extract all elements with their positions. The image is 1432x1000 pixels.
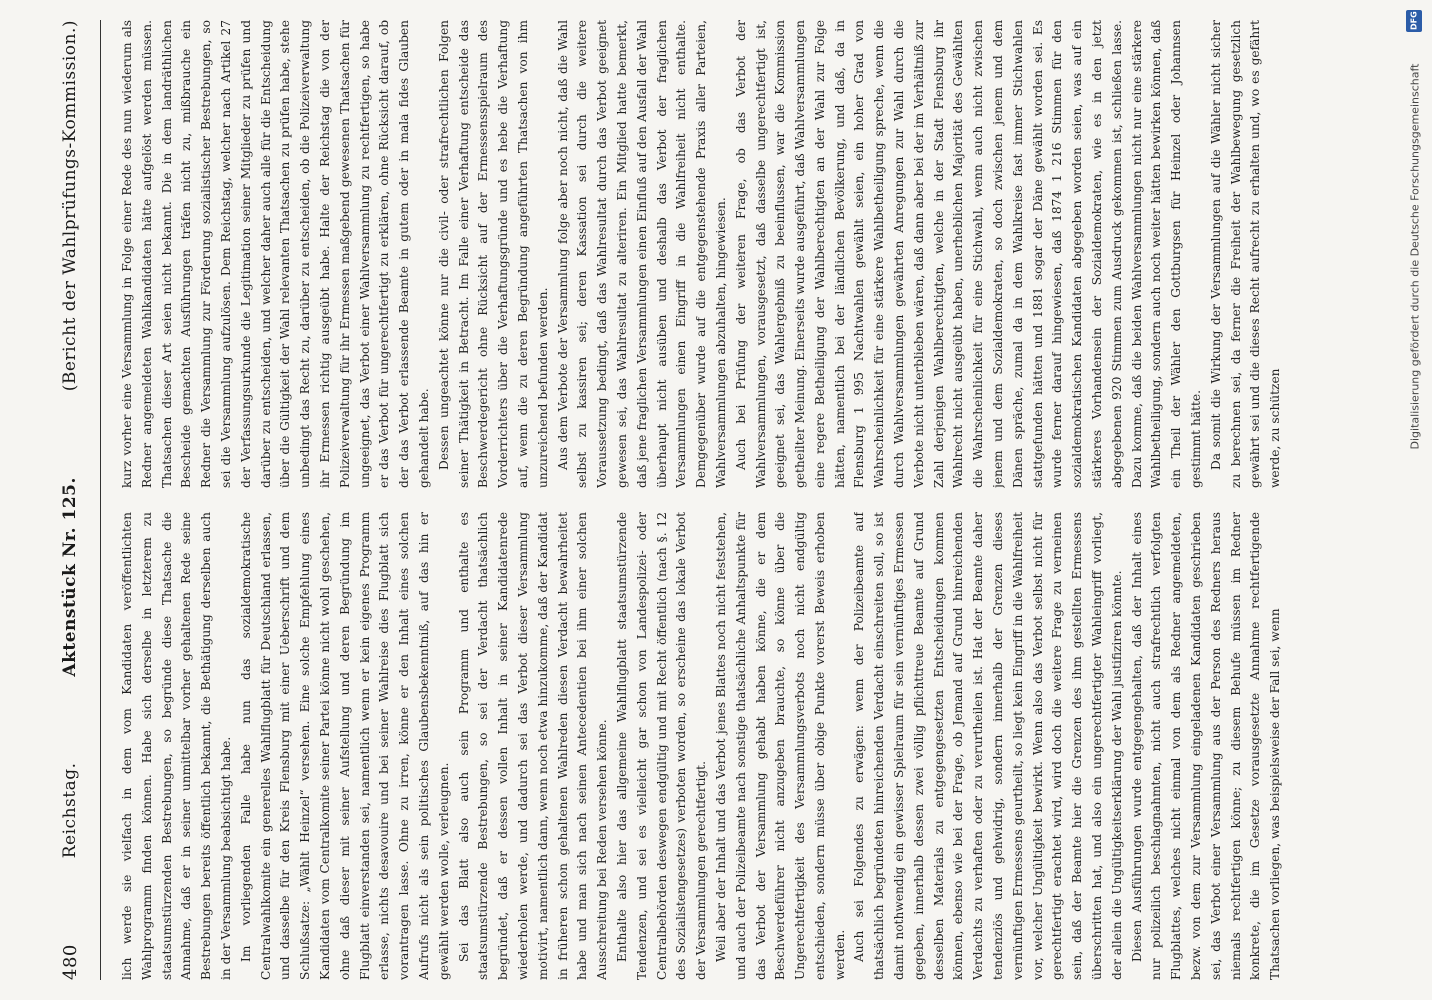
paragraph: kurz vorher eine Versammlung in Folge einer Rede des nun wiederum als Redner angemeldeten Wahlkandidaten hätte aufgelöst werden müssen. Thatsachen dieser Art seien nicht bekannt. Die in dem landräthlichen Bescheide gemachten Ausführungen träfen nicht zu, mißbrauche ein Redner die Versammlung zur Förderung sozialistischer Bestrebungen, so sei die Versammlung aufzulösen. Dem Reichstag, welcher nach Artikel 27 der Verfassungsurkunde die Legitimation seiner Mitglieder zu prüfen und darüber zu entscheiden, und welcher daher auch alle für die Entscheidung über die Gültigkeit der Wahl relevanten Thatsachen zu prüfen habe, stehe unbedingt das Recht zu, darüber zu entscheiden, ob die Polizeiverwaltung ihr Ermessen richtig ausgeübt habe. Halte der Reichstag die von der Polizeiverwaltung für ihr Ermessen maßgebend gewesenen Thatsachen für ungeeignet, das Verbot einer Wahlversammlung zu rechtfertigen, so habe er das Verbot für ungerechtfertigt zu erklären, ohne Rücksicht darauf, ob der das Verbot erlassende Beamte in gutem oder in mala fides Glauben gehandelt habe. — [120, 20, 431, 488]
dfg-logo: DFG — [1406, 10, 1422, 32]
paragraph: Auch bei Prüfung der weiteren Frage, ob das Verbot der Wahlversammlungen, vorausgesetzt, daß dasselbe ungerechtfertigt ist, geeignet sei, das Wahlergebniß zu beeinflussen, war die Kommission getheilter Meinung. Einerseits wurde ausgeführt, daß Wahlversammlungen eine regere Betheiligung der Wahlberechtigten an der Wahl zur Folge hätten, namentlich bei der ländlichen Bevölkerung, und daß, da in Flensburg 1 995 Nachtwahlen gewählt seien, ein hoher Grad von Wahrscheinlichkeit für eine stärkere Wahlbetheiligung spreche, wenn die durch Wahlversammlungen gewährten Anregungen zur Wahl durch die Verbote nicht unterblieben wären, daß dann aber bei der im Verhältniß zur Zahl derjenigen Wahlberechtigten, welche in der Stadt Flensburg ihr Wahlrecht nicht ausgeübt haben, unerheblichen Majorität des Gewählten die Wahrscheinlichkeit für eine Stichwahl, wenn auch nicht zwischen jenem und dem Sozialdemokraten, so doch zwischen jenem und dem Dänen spräche, zumal da in dem Wahlkreise fast immer Stichwahlen stattgefunden hätten und 1881 sogar der Däne gewählt worden sei. Es wurde ferner darauf hingewiesen, daß 1874 1 216 Stimmen für den sozialdemokratischen Kandidaten abgegeben worden seien, was auf ein stärkeres Vorhandensein der Sozialdemokraten, wie es in den jetzt abgegebenen 920 Stimmen zum Ausdruck gekommen ist, schließen lasse. Dazu komme, daß die beiden Wahlversammlungen nicht nur eine stärkere Wahlbetheiligung, sondern auch noch weiter hätten bewirken können, daß ein Theil der Wähler den Gottburgsen für Heinzel oder Johannsen gestimmt hätte. — [733, 20, 1204, 488]
document-label: Aktenstück Nr. 125. — [60, 477, 80, 677]
text-columns — [118, 20, 1358, 980]
paragraph: Aus dem Verbote der Versammlung folge aber noch nicht, daß die Wahl selbst zu kassiren sei; deren Kassation sei durch die weitere Voraussetzung bedingt, daß das Wahlresultat durch das Verbot geeignet gewesen sei, das Wahlresultat zu alteriren. Ein Mitglied hatte bemerkt, daß jene fraglichen Versammlungen einen Einfluß auf den Ausfall der Wahl überhaupt nicht ausüben und deshalb das Verbot der fraglichen Versammlungen einen Eingriff in die Wahlfreiheit nicht enthalte. Demgegenüber wurde auf die entgegenstehende Praxis aller Parteien, Wahlversammlungen abzuhalten, hingewiesen. — [555, 20, 728, 488]
paragraph: Da somit die Wirkung der Versammlungen auf die Wähler nicht sicher zu berechnen sei, da ferner die Freiheit der Wahlbewegung gesetzlich gewährt sei und die dieses Recht aufrecht zu erhalten und, wo es gefährt werde, zu schützen — [1208, 20, 1283, 488]
paragraph: Enthalte also hier das allgemeine Wahlflugblatt staatsumstürzende Tendenzen, und sei es vielleicht gar schon von Landespolizei- oder Centralbehörden deswegen endgültig und mit Recht öffentlich (nach §. 12 des Sozialistengesetzes) verboten worden, so erscheine das lokale Verbot der Versammlungen gerechtfertigt. — [614, 512, 709, 980]
funding-note: Digitalisierung gefördert durch die Deutsche Forschungsgemeinschaft — [1408, 63, 1422, 450]
column-left — [118, 512, 1358, 980]
page-number: 480 — [59, 944, 81, 980]
column-right — [118, 20, 1358, 488]
page-header — [40, 20, 101, 980]
paragraph: Auch sei Folgendes zu erwägen: wenn der Polizeibeamte auf thatsächlich begründeten hinreichenden Verdacht einschreiten soll, so ist damit nothwendig ein gewisser Spielraum für sein vernünftiges Ermessen gegeben, innerhalb dessen zwei völlig pflichttreue Beamte auf Grund desselben Materials zu entgegengesetzten Entscheidungen kommen können, ebenso wie bei der Frage, ob Jemand auf Grund hinreichenden Verdachts zu verhaften oder zu verurtheilen ist. Hat der Beamte daher tendenziös und gehwidrig, sondern innerhalb der Grenzen dieses vernünftigen Ermessens geurtheilt, so liegt kein Eingriff in die Wahlfreiheit vor, welcher Ungültigkeit bewirkt. Wenn also das Verbot selbst nicht für gerechtfertigt erachtet wird, wird doch die weitere Frage zu verneinen sein, daß der Beamte hier die Grenzen des ihm gestellten Ermessens überschritten hat, und also ein ungerechtfertigter Wahleingriff vorliegt, der allein die Ungültigkeitserklärung der Wahl justifiziren könnte. — [852, 512, 1124, 980]
paragraph: Weil aber der Inhalt und das Verbot jenes Blattes noch nicht feststehen, und auch der Polizeibeamte nach sonstige thatsächliche Anhaltspunkte für das Verbot der Versammlung gehabt haben könne, die er dem Beschwerdeführer nicht anzugeben brauchte, so könne über die Ungerechtfertigkeit des Versammlungsverbots noch nicht endgültig entschieden, sondern müsse über obige Punkte vorerst Beweis erhoben werden. — [713, 512, 847, 980]
report-title: (Bericht der Wahlprüfungs-Kommission.) — [60, 20, 80, 392]
rotated-page-content — [40, 20, 1360, 980]
paragraph: Diesen Ausführungen wurde entgegengehalten, daß der Inhalt eines nur polizeilich beschlagnahmten, nicht auch strafrechtlich verfolgten Flugblattes, welches nicht einmal von dem als Redner angemeldeten, bezw. von dem zur Versammlung eingeladenen Kandidaten geschrieben sei, das Verbot einer Versammlung aus der Person des Redners heraus niemals rechtfertigen könne; zu diesem Behufe müssen im Redner konkrete, die im Gesetze vorausgesetzte Annahme rechtfertigende Thatsachen vorliegen, was beispielsweise der Fall sei, wenn — [1129, 512, 1283, 980]
chamber-label: Reichstag. — [60, 762, 80, 859]
paragraph: lich werde sie vielfach in dem vom Kandidaten veröffentlichten Wahlprogramm finden können. Habe sich derselbe in letzterem zu staatsumstürzenden Bestrebungen, so begründe diese Thatsache die Annahme, daß er in seiner unmittelbar vorher gehaltenen Rede seine Bestrebungen bereits öffentlich bekannt, die Bethätigung derselben auch in der Versammlung beabsichtigt habe. — [120, 512, 233, 980]
paragraph: Im vorliegenden Falle habe nun das sozialdemokratische Centralwahlkomite ein generelles Wahlflugblatt für Deutschland erlassen, und dasselbe für den Kreis Flensburg mit einer Ueberschrift und dem Schlußsatze: „Wählt Heinzel“ versehen. Eine solche Empfehlung eines Kandidaten vom Centralkomite seiner Partei könne nicht wohl geschehen, ohne daß dieser mit seiner Aufstellung und deren Begründung im Flugblatt einverstanden sei, namentlich wenn er kein eigenes Programm erlasse, nichts desavouire und bei seiner Wahlreise dies Flugblatt sich vorantragen lasse. Ohne zu irren, könne er den Inhalt eines solchen Aufrufs nicht als sein politisches Glaubensbekenntniß, auf das hin er gewählt werden wolle, verleugnen. — [238, 512, 451, 980]
paragraph: Dessen ungeachtet könne nur die civil- oder strafrechtlichen Folgen seiner Thätigkeit in Betracht. Im Falle einer Verhaftung entscheide das Beschwerdegericht ohne Rücksicht auf der Ermessensspielraum des Vorderrichters über die Verhaftungsgründe und es hebe die Verhaftung auf, wenn die zu deren Begründung angeführten Thatsachen von ihm unzureichend befunden werden. — [436, 20, 550, 488]
paragraph: Sei das Blatt also auch sein Programm und enthalte es staatsumstürzende Bestrebungen, so sei der Verdacht thatsächlich begründet, daß er dessen vollen Inhalt in seiner Kandidatenrede wiederholen werde, und dadurch sei das Verbot dieser Versammlung motivirt, namentlich dann, wenn noch etwa hinzukomme, daß der Kandidat in früheren schon gehaltenen Wahlreden diesen Verdacht bewahrheitet habe und man sich nach seinen Antecedentien bei ihm einer solchen Ausschreitung bei Reden versehen könne. — [456, 512, 610, 980]
funding-strip — [1402, 0, 1428, 1000]
